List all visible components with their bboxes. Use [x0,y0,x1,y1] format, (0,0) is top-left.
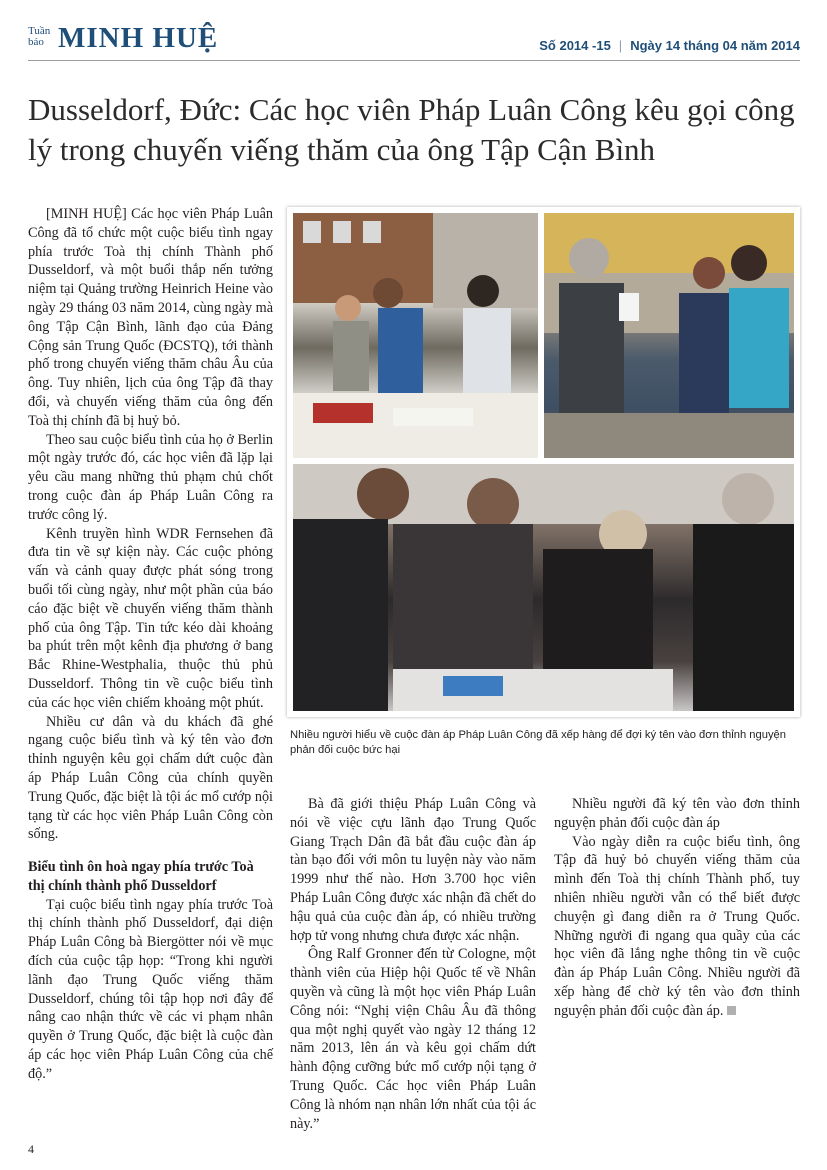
photo-visitors [544,213,794,458]
article-paragraph: [MINH HUỆ] Các học viên Pháp Luân Công đã tổ chức một cuộc biểu tình ngay phía trước Toà thị chính Thành phố Dusseldorf, và một buổi thắp nến tưởng niệm tại Quảng trường Heinrich Heine vào ngày 29 tháng 03 năm 2014, cùng ngày mà ông Tập Cận Bình, lãnh đạo của Đảng Cộng sản Trung Quốc (ĐCSTQ), tới thành phố trong chuyến viếng thăm châu Âu của ông. Tuy nhiên, lịch của ông Tập đã thay đổi, và chuyến viếng thăm của ông đến Toà thị chính đã bị huỷ bỏ. [28,206,273,429]
masthead [28,20,800,60]
article-paragraph: Ông Ralf Gronner đến từ Cologne, một thành viên của Hiệp hội Quốc tế về Nhân quyền và cũng là một học viên Pháp Luân Công nói: “Nghị viện Châu Âu đã thông qua một nghị quyết vào ngày 12 tháng 12 năm 2013, lên án và kêu gọi chấm dứt hành động cưỡng bức mổ cướp nội tạng ở Trung Quốc. Các học viên Pháp Luân Công là nhóm nạn nhân lớn nhất của tội ác này.” [290,946,536,1132]
masthead-small-line1: Tuần [28,25,51,37]
article-paragraph: Bà đã giới thiệu Pháp Luân Công và nói về việc cựu lãnh đạo Trung Quốc Giang Trạch Dân đã bắt đầu cuộc đàn áp tàn bạo đối với môn tu luyện này vào năm 1999 như thế nào. Hơn 3.700 học viên Pháp Luân Công được xác nhận đã chết do hậu quả của cuộc đàn áp, có nhiều trường hợp tử vong nhưng chưa được xác nhận. [290,796,536,944]
article-column-2 [290,795,536,1132]
article-paragraph: Nhiều người đã ký tên vào đơn thỉnh nguyện phản đối cuộc đàn áp [554,796,800,831]
issue-number: Số 2014 -15 [539,38,611,53]
masthead-small-line2: báo [28,36,44,48]
issue-date: Ngày 14 tháng 04 năm 2014 [630,38,800,53]
article-paragraph: Tại cuộc biểu tình ngay phía trước Toà thị chính thành phố Dusseldorf, đại diện Pháp Luân Công bà Biergötter nói về mục đích của cuộc tập họp: “Trong khi người lãnh đạo Trung Quốc viếng thăm Dusseldorf, chúng tôi tập họp nơi đây để nâng cao nhận thức về các vi phạm nhân quyền ở Trung Quốc, đặc biệt là cuộc đàn áp các học viên Pháp Luân Công của chế độ.” [28,896,273,1082]
masthead-label [28,26,50,48]
photo-collage [287,207,800,717]
article-paragraph: Nhiều cư dân và du khách đã ghé ngang cuộc biểu tình và ký tên vào đơn thỉnh nguyện kêu gọi chấm dứt cuộc đàn áp Pháp Luân Công của chính quyền Trung Quốc, đặc biệt là tội ác mổ cướp nội tạng từ các học viên Pháp Luân Công còn sống. [28,713,273,843]
photo-petition-signing [293,464,794,711]
article-column-1 [28,205,273,1084]
article-paragraph: Theo sau cuộc biểu tình của họ ở Berlin một ngày trước đó, các học viên đã lặp lại yêu cầu mang những thủ phạm chủ chốt trong cuộc đàn áp Pháp Luân Công ra trước công lý. [28,431,273,523]
publication-name: MINH HUỆ [58,22,219,54]
article-paragraph: Kênh truyền hình WDR Fernsehen đã đưa tin về sự kiện này. Các cuộc phỏng vấn và cảnh quay được phát sóng trong buổi tối cùng ngày, như một phần của báo cáo đặc biệt về chuyến viếng thăm thành phố của ông Tập. Tin tức kéo dài khoảng ba phút trên một kênh địa phương ở bang Bắc Rhine-Westphalia, thuộc thủ phủ Dusseldorf. Thông tin về cuộc biểu tình của các học viên chiếm khoảng một phút. [28,525,273,711]
issue-info [539,38,800,53]
photo-info-table [293,213,538,458]
end-of-article-mark [727,1006,736,1015]
article-headline: Dusseldorf, Đức: Các học viên Pháp Luân Công kêu gọi công lý trong chuyến viếng thăm của ông Tập Cận Bình [28,92,795,167]
photo-3-illustration [293,464,794,711]
page-number: 4 [28,1142,34,1156]
article-paragraph [554,833,800,1021]
photo-2-illustration [544,213,794,458]
photo-1-illustration [293,213,538,458]
masthead-rule [28,60,800,61]
issue-separator: | [618,38,623,53]
article-column-3 [554,795,800,1021]
article-subheading: Biểu tình ôn hoà ngay phía trước Toà thị chính thành phố Dusseldorf [28,859,254,894]
photo-caption: Nhiều người hiểu về cuộc đàn áp Pháp Luân Công đã xếp hàng để đợi ký tên vào đơn thỉnh nguyện phản đối cuộc bức hại [290,729,786,756]
article-paragraph-text: Vào ngày diễn ra cuộc biểu tình, ông Tập đã huỷ bỏ chuyến viếng thăm của mình đến Toà thị chính Thành phố, tuy nhiên nhiều người vẫn có thể biết được chuyện gì đang diễn ra ở Trung Quốc. Những người đi ngang qua quầy của các học viên đã lắng nghe thông tin về cuộc đàn áp Pháp Luân Công. Nhiều người đã xếp hàng để chờ ký tên vào đơn thỉnh nguyện phản đối cuộc đàn áp. [554,833,800,1019]
